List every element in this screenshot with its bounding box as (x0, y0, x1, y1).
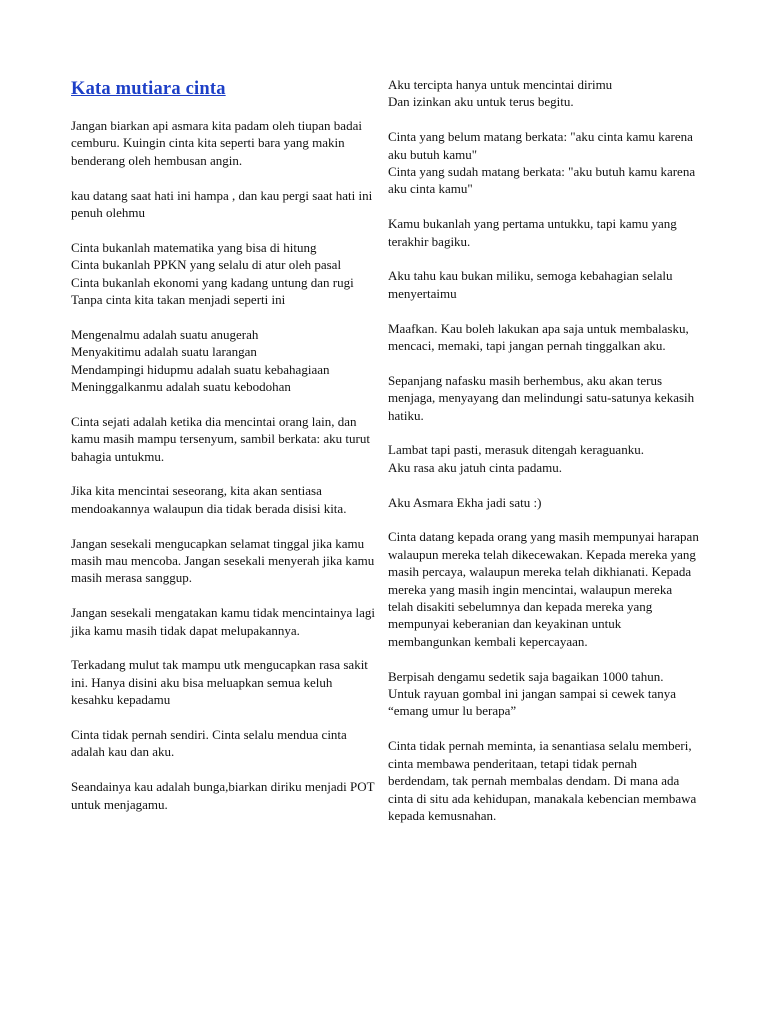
quote-paragraph: Terkadang mulut tak mampu utk mengucapkan rasa sakit ini. Hanya disini aku bisa meluapkan semua keluh kesahku kepadamu (71, 657, 368, 708)
quote-paragraph: Sepanjang nafasku masih berhembus, aku akan terus menjaga, menyayang dan melindungi satu-satunya kekasih hatiku. (388, 372, 695, 423)
quote-paragraph: Seandainya kau adalah bunga,biarkan diriku menjadi POT untuk menjagamu. (71, 779, 375, 812)
quote-paragraph: Cinta tidak pernah sendiri. Cinta selalu mendua cinta adalah kau dan aku. (71, 727, 347, 760)
quote-paragraph: Aku Asmara Ekha jadi satu :) (388, 494, 542, 510)
quote-paragraph: Cinta sejati adalah ketika dia mencintai orang lain, dan kamu masih mampu tersenyum, sambil berkata: aku turut bahagia untukmu. (71, 413, 370, 464)
quote-paragraph: Cinta bukanlah matematika yang bisa di hitung Cinta bukanlah PPKN yang selalu di atur oleh pasal Cinta bukanlah ekonomi yang kadang untung dan rugi Tanpa cinta kita takan menjadi seperti ini (71, 239, 354, 308)
right-column (388, 76, 700, 842)
page-title[interactable]: Kata mutiara cinta (71, 79, 226, 99)
quote-paragraph: Lambat tapi pasti, merasuk ditengah keraguanku. Aku rasa aku jatuh cinta padamu. (388, 442, 644, 475)
quote-paragraph: Mengenalmu adalah suatu anugerah Menyakitimu adalah suatu larangan Mendampingi hidupmu adalah suatu kebahagiaan Meninggalkanmu adalah suatu kebodohan (71, 326, 330, 395)
quote-paragraph: kau datang saat hati ini hampa , dan kau pergi saat hati ini penuh olehmu (71, 187, 373, 221)
quote-paragraph: Jangan sesekali mengucapkan selamat tinggal jika kamu masih mau mencoba. Jangan sesekali menyerah jika kamu masih merasa sanggup. (71, 535, 375, 586)
quote-paragraph: Cinta datang kepada orang yang masih mempunyai harapan walaupun mereka telah dikecewakan. Kepada mereka yang masih percaya, walaupun mereka telah dikhianati. Kepada mereka yang masih ingin mencintai, walaupun mereka telah disakiti sebelumnya dan kepada mereka yang mempunyai keberanian dan keyakinan untuk membangunkan kembali kepercayaan. (388, 529, 699, 649)
quote-paragraph: Aku tercipta hanya untuk mencintai dirimu Dan izinkan aku untuk terus begitu. (388, 77, 613, 110)
quote-paragraph: Aku tahu kau bukan miliku, semoga kebahagian selalu menyertaimu (388, 268, 673, 301)
quote-paragraph: Jangan biarkan api asmara kita padam oleh tiupan badai cemburu. Kuingin cinta kita seperti bara yang makin benderang oleh hembusan angin. (71, 118, 362, 168)
left-column (71, 78, 376, 830)
quote-paragraph: Jangan sesekali mengatakan kamu tidak mencintainya lagi jika kamu masih tidak dapat melupakannya. (71, 605, 375, 638)
quote-paragraph: Jika kita mencintai seseorang, kita akan sentiasa mendoakannya walaupun dia tidak berada disisi kita. (71, 483, 347, 516)
quote-paragraph: Kamu bukanlah yang pertama untukku, tapi kamu yang terakhir bagiku. (388, 216, 677, 249)
quote-paragraph: Cinta tidak pernah meminta, ia senantiasa selalu memberi, cinta membawa penderitaan, tetapi tidak pernah berdendam, tak pernah membalas dendam. Di mana ada cinta di situ ada kehidupan, manakala kebencian membawa kepada kemusnahan. (388, 738, 697, 823)
quote-paragraph: Cinta yang belum matang berkata: "aku cinta kamu karena aku butuh kamu" Cinta yang sudah matang berkata: "aku butuh kamu karena aku cinta kamu" (388, 129, 696, 197)
quote-paragraph: Berpisah dengamu sedetik saja bagaikan 1000 tahun. Untuk rayuan gombal ini jangan sampai si cewek tanya “emang umur lu berapa” (388, 668, 677, 719)
quote-paragraph: Maafkan. Kau boleh lakukan apa saja untuk membalasku, mencaci, memaki, tapi jangan pernah tinggalkan aku. (388, 320, 689, 354)
